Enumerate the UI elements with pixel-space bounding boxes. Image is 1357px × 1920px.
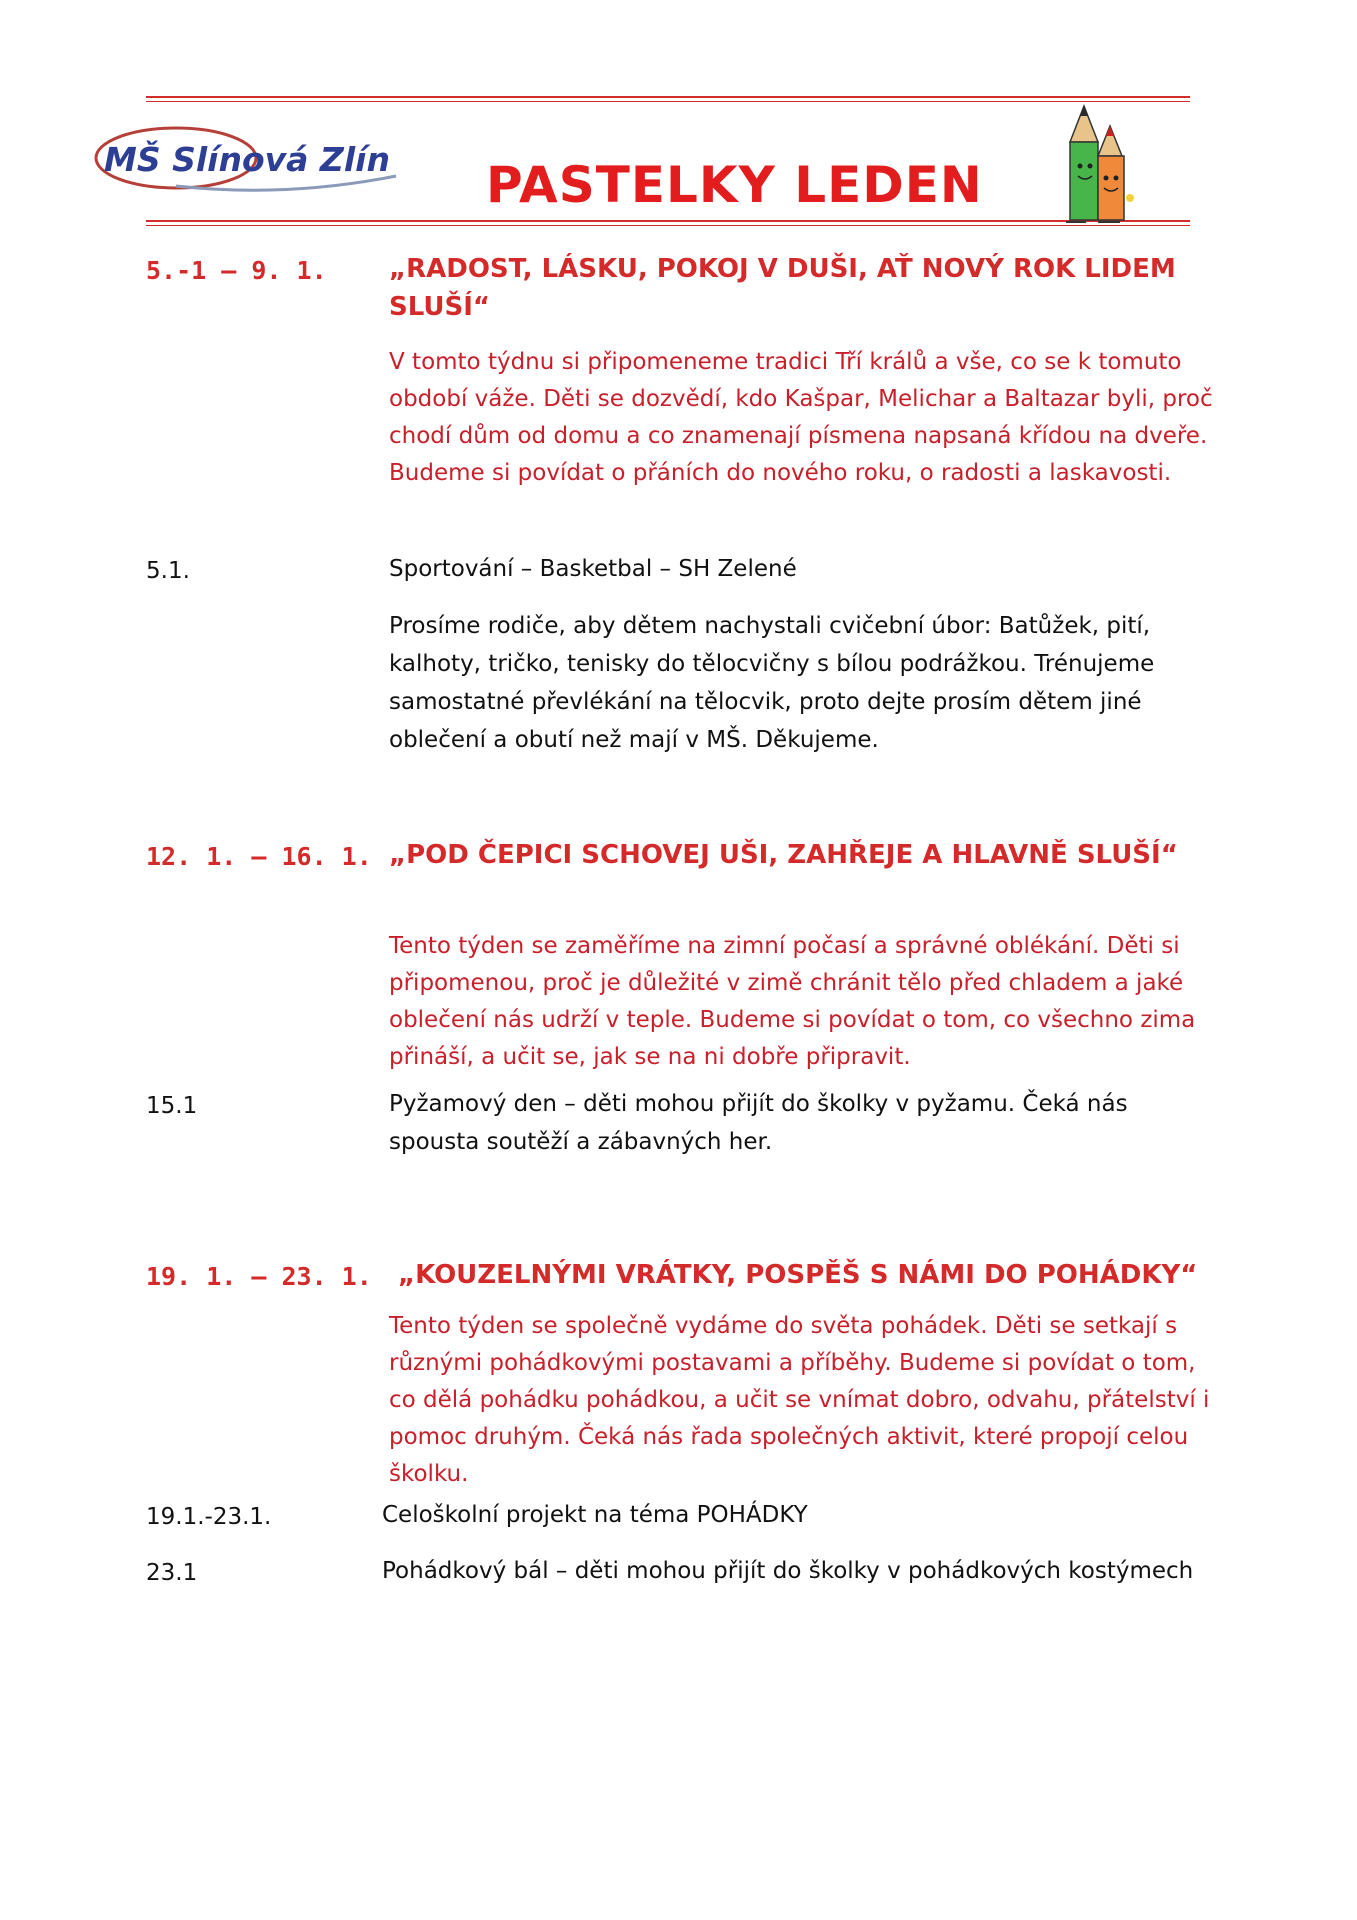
- week-3-heading: „KOUZELNÝMI VRÁTKY, POSPĚŠ S NÁMI DO POHÁDKY“: [398, 1260, 1198, 1290]
- page-title: PASTELKY LEDEN: [486, 156, 983, 214]
- pencils-illustration-icon: [1040, 104, 1150, 230]
- week-3-description: Tento týden se společně vydáme do světa pohádek. Děti se setkají s různými pohádkovými postavami a příběhy. Budeme si povídat o tom, co dělá pohádku pohádkou, a učit se vnímat dobro, odvahu, přátelství i pomoc druhým. Čeká nás řada společných aktivit, které propojí celou školku.: [389, 1313, 1210, 1487]
- week-1-event-1-text: Sportování – Basketbal – SH Zelené: [389, 556, 797, 582]
- week-1-heading: „RADOST, LÁSKU, POKOJ V DUŠI, AŤ NOVÝ ROK LIDEM SLUŠÍ“: [389, 254, 1176, 322]
- school-logo-text: MŠ Slínová Zlín: [104, 140, 390, 179]
- header-rule-top-thin: [146, 101, 1190, 102]
- week-2-description: Tento týden se zaměříme na zimní počasí a správné oblékání. Děti si připomenou, proč je důležité v zimě chránit tělo před chladem a jaké oblečení nás udrží v teple. Budeme si povídat o tom, co všechno zima přináší, a učit se, jak se na ni dobře připravit.: [389, 933, 1196, 1070]
- week-1-description: V tomto týdnu si připomeneme tradici Tří králů a vše, co se k tomuto období váže. Děti se dozvědí, kdo Kašpar, Melichar a Baltazar byli, proč chodí dům od domu a co znamenají písmena napsaná křídou na dveře. Budeme si povídat o přáních do nového roku, o radosti a laskavosti.: [389, 349, 1213, 486]
- header-rule-bottom: [146, 220, 1190, 222]
- week-3-event-1-text: Celoškolní projekt na téma POHÁDKY: [382, 1502, 808, 1528]
- week-1-event-1-date: 5.1.: [146, 558, 190, 584]
- header-rule-top: [146, 96, 1190, 98]
- week-2-event-1-date: 15.1: [146, 1093, 198, 1119]
- week-1-note: Prosíme rodiče, aby dětem nachystali cvičební úbor: Batůžek, pití, kalhoty, tričko, tenisky do tělocvičny s bílou podrážkou. Trénujeme samostatné převlékání na tělocvik, proto dejte prosím dětem jiné oblečení a obutí než mají v MŠ. Děkujeme.: [389, 613, 1155, 753]
- week-2-event-1-text: Pyžamový den – děti mohou přijít do školky v pyžamu. Čeká nás spousta soutěží a zábavných her.: [389, 1091, 1128, 1155]
- week-3-event-2-date: 23.1: [146, 1560, 198, 1586]
- week-1-date: 5.-1 – 9. 1.: [146, 256, 327, 285]
- week-3-event-2-text: Pohádkový bál – děti mohou přijít do školky v pohádkových kostýmech: [382, 1558, 1194, 1584]
- header-rule-bottom-thin: [146, 225, 1190, 226]
- week-3-date: 19. 1. – 23. 1.: [146, 1262, 372, 1291]
- week-2-heading: „POD ČEPICI SCHOVEJ UŠI, ZAHŘEJE A HLAVNĚ SLUŠÍ“: [389, 840, 1178, 870]
- week-2-date: 12. 1. – 16. 1.: [146, 842, 372, 871]
- week-3-event-1-date: 19.1.-23.1.: [146, 1504, 272, 1530]
